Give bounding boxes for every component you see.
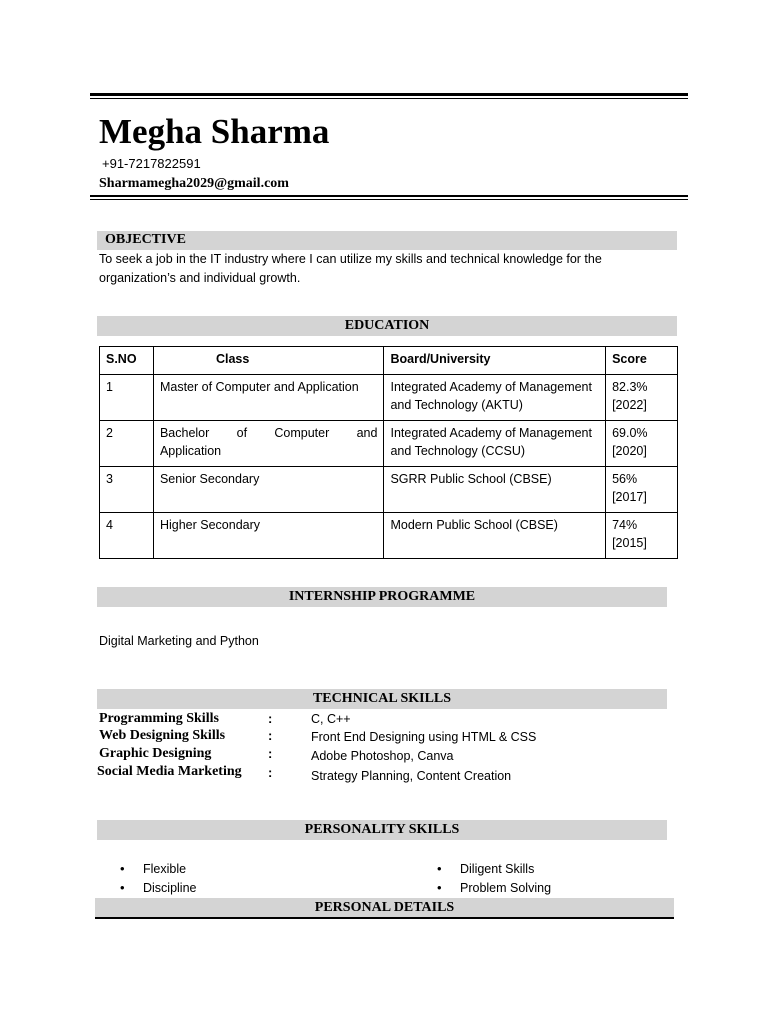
list-item: Problem Solving [460,881,552,895]
cell-class: Higher Secondary [153,513,384,559]
table-row [100,421,678,467]
list-item: Flexible [143,862,187,876]
skill-value-social-media: Strategy Planning, Content Creation [311,769,512,783]
skill-label-graphic-designing: Graphic Designing [99,746,212,761]
column-header-sno: S.NO [100,347,154,375]
skill-label-programming: Programming Skills [99,711,219,726]
column-header-class: Class [153,347,384,375]
cell-sno: 4 [100,513,154,559]
skill-value-programming: C, C++ [311,712,351,726]
objective-line-1: To seek a job in the IT industry where I can utilize my skills and technical knowledge for the [99,252,602,266]
skill-colon: : [268,711,273,726]
bullet-icon: • [120,861,125,876]
header-top-rule-thin [90,98,688,99]
cell-board: SGRR Public School (CBSE) [384,467,606,513]
education-heading: EDUCATION [97,316,677,336]
cell-board: Integrated Academy of Management and Technology (AKTU) [384,375,606,421]
objective-heading: OBJECTIVE [97,231,677,250]
objective-line-2: organization’s and individual growth. [99,271,301,285]
education-table [99,346,678,559]
cell-board: Integrated Academy of Management and Technology (CCSU) [384,421,606,467]
email-address: Sharmamegha2029@gmail.com [99,176,289,191]
skill-colon: : [268,746,273,761]
skill-colon: : [268,728,273,743]
cell-sno: 2 [100,421,154,467]
column-header-score: Score [606,347,678,375]
list-item: Diligent Skills [460,862,535,876]
table-row [100,467,678,513]
header-bottom-rule [90,195,688,197]
candidate-name: Megha Sharma [99,112,330,151]
cell-score: 69.0% [2020] [606,421,678,467]
skill-label-web-designing: Web Designing Skills [99,728,226,743]
cell-class: Bachelor of Computer and Application [153,421,384,467]
header-bottom-rule-thin [90,199,688,200]
cell-class: Senior Secondary [153,467,384,513]
bullet-icon: • [437,861,442,876]
education-table-header-row [100,347,678,375]
table-row [100,375,678,421]
personal-details-heading: PERSONAL DETAILS [95,898,674,919]
table-row [100,513,678,559]
cell-board: Modern Public School (CBSE) [384,513,606,559]
cell-score: 56% [2017] [606,467,678,513]
skill-value-web-designing: Front End Designing using HTML & CSS [311,730,537,744]
personality-skills-heading: PERSONALITY SKILLS [97,820,667,840]
cell-class: Master of Computer and Application [153,375,384,421]
cell-score: 74% [2015] [606,513,678,559]
header-top-rule [90,93,688,96]
column-header-board: Board/University [384,347,606,375]
cell-score: 82.3% [2022] [606,375,678,421]
phone-number: +91-7217822591 [102,156,201,171]
bullet-icon: • [437,880,442,895]
cell-sno: 3 [100,467,154,513]
internship-heading: INTERNSHIP PROGRAMME [97,587,667,607]
list-item: Discipline [143,881,197,895]
skill-label-social-media: Social Media Marketing [97,764,242,779]
skill-value-graphic-designing: Adobe Photoshop, Canva [311,749,454,763]
skill-colon: : [268,765,273,780]
bullet-icon: • [120,880,125,895]
cell-sno: 1 [100,375,154,421]
internship-text: Digital Marketing and Python [99,634,259,648]
technical-skills-heading: TECHNICAL SKILLS [97,689,667,709]
